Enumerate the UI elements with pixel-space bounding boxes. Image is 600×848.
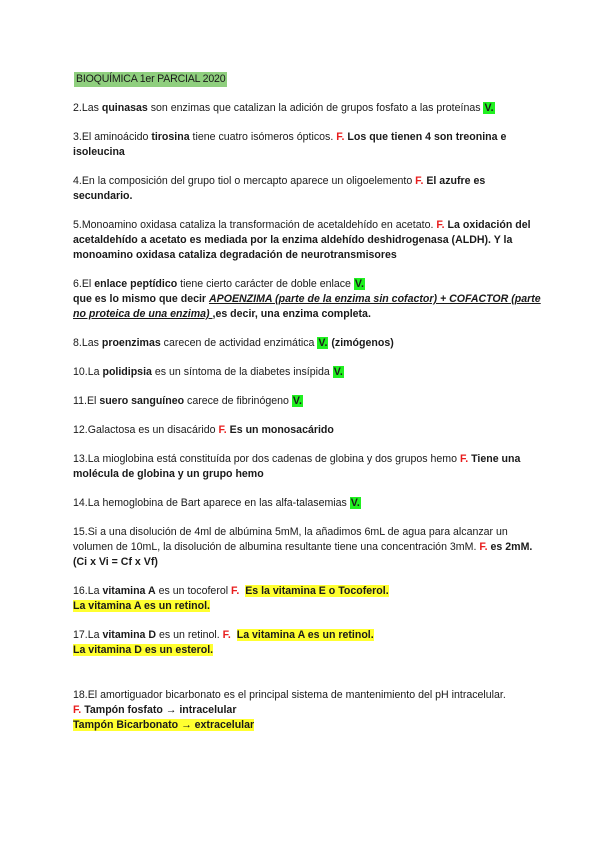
question-18 — [73, 688, 543, 733]
text-span: que es lo mismo que decir — [73, 293, 209, 305]
false-verdict: F. — [479, 541, 488, 553]
text-span: BIOQUÍMICA 1er PARCIAL 2020 — [76, 73, 226, 85]
text-span: 15.Si a una disolución de 4ml de albúmina 5mM, la añadimos 6mL de agua para alcanzar un volumen de 10mL, la disolución de albumina resultante tiene una concentración 3mM. — [73, 526, 508, 553]
text-span: 8.Las — [73, 337, 102, 349]
false-verdict: F. — [218, 424, 227, 436]
true-verdict: V. — [318, 337, 328, 349]
text-span: Tiene una molécula de globina y un grupo hemo — [73, 453, 521, 480]
text-span: tirosina — [151, 131, 190, 143]
text-span: (zimógenos) — [328, 337, 394, 349]
text-span: La oxidación del acetaldehído a acetato es mediada por la enzima aldehído deshidrogenasa (ALDH). Y la monoamino oxidasa cataliza degradación de neurotransmisores — [73, 219, 531, 261]
question-2 — [73, 101, 543, 116]
question-3 — [73, 130, 543, 160]
text-span: 16.La — [73, 585, 103, 597]
highlighted-note: La vitamina D es un esterol. — [73, 644, 214, 656]
text-span: 2.Las — [73, 102, 102, 114]
question-4 — [73, 174, 543, 204]
text-span: 5.Monoamino oxidasa cataliza la transformación de acetaldehído en acetato. — [73, 219, 437, 231]
text-span: vitamina D — [102, 629, 157, 641]
true-verdict: V. — [354, 278, 364, 290]
text-span: El azufre es secundario. — [73, 175, 486, 202]
text-span: tiene cuatro isómeros ópticos. — [189, 131, 337, 143]
text-span: suero sanguíneo — [99, 395, 185, 407]
true-verdict: V. — [292, 395, 302, 407]
question-8 — [73, 336, 543, 351]
text-span: 11.El — [73, 395, 100, 407]
false-verdict: F. — [415, 175, 424, 187]
text-span: es un retinol. — [156, 629, 223, 641]
question-17 — [73, 628, 543, 658]
text-span: es un síntoma de la diabetes insípida — [151, 366, 333, 378]
highlighted-note: Tampón Bicarbonato → extracelular — [73, 719, 255, 731]
text-span: quinasas — [101, 102, 148, 114]
text-span: tiene cierto carácter de doble enlace — [177, 278, 354, 290]
question-12 — [73, 423, 543, 438]
question-13 — [73, 452, 543, 482]
text-span: 13.La mioglobina está constituída por dos cadenas de globina y dos grupos hemo — [73, 453, 460, 465]
underlined-definition: APOENZIMA (parte de la enzima sin cofactor) + COFACTOR (parte no proteica de una enzima) — [73, 293, 541, 320]
true-verdict: V. — [350, 497, 360, 509]
false-verdict: F. — [336, 131, 345, 143]
question-6 — [73, 277, 543, 322]
text-span: vitamina A — [102, 585, 156, 597]
true-verdict: V. — [484, 102, 494, 114]
false-verdict: F. — [222, 629, 231, 641]
text-span: Es un monosacárido — [226, 424, 334, 436]
text-span: ,es decir, una enzima completa. — [212, 308, 371, 320]
text-span: 17.La — [73, 629, 103, 641]
text-span: 6.El — [73, 278, 95, 290]
text-span: 3.El aminoácido — [73, 131, 152, 143]
text-span: 10.La — [73, 366, 103, 378]
question-15 — [73, 525, 543, 570]
text-span: es un tocoferol — [155, 585, 232, 597]
text-span: 12.Galactosa es un disacárido — [73, 424, 219, 436]
text-span: 18.El amortiguador bicarbonato es el principal sistema de mantenimiento del pH intracelular. — [73, 689, 506, 701]
highlighted-note: Es la vitamina E o Tocoferol. — [245, 585, 389, 597]
document-title — [73, 72, 543, 87]
text-span: carece de fibrinógeno — [184, 395, 292, 407]
false-verdict: F. — [73, 704, 82, 716]
text-span: es 2mM. (Ci x Vi = Cf x Vf) — [73, 541, 533, 568]
question-10 — [73, 365, 543, 380]
text-span: Los que tienen 4 son treonina e isoleucina — [73, 131, 507, 158]
text-span: proenzimas — [101, 337, 161, 349]
text-span: enlace peptídico — [94, 278, 178, 290]
text-span: Tampón fosfato → intracelular — [81, 704, 237, 716]
document-page — [73, 72, 543, 733]
text-span: son enzimas que catalizan la adición de grupos fosfato a las proteínas — [147, 102, 484, 114]
question-14 — [73, 496, 543, 511]
question-11 — [73, 394, 543, 409]
text-span: polidipsia — [102, 366, 152, 378]
question-5 — [73, 218, 543, 263]
true-verdict: V. — [333, 366, 343, 378]
false-verdict: F. — [231, 585, 240, 597]
question-16 — [73, 584, 543, 614]
text-span: 4.En la composición del grupo tiol o mercapto aparece un oligoelemento — [73, 175, 416, 187]
text-span: 14.La hemoglobina de Bart aparece en las alfa-talasemias — [73, 497, 350, 509]
false-verdict: F. — [459, 453, 469, 465]
highlighted-note: La vitamina A es un retinol. — [73, 600, 210, 612]
highlighted-note: La vitamina A es un retinol. — [236, 629, 374, 641]
text-span: carecen de actividad enzimática — [160, 337, 318, 349]
false-verdict: F. — [436, 219, 445, 231]
